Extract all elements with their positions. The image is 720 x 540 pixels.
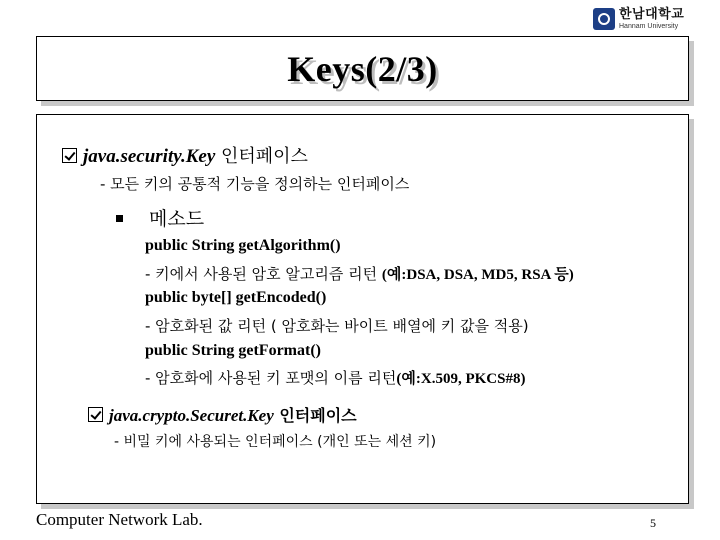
page-number: 5	[650, 516, 656, 530]
method-desc-examples: (예:X.509, PKCS#8)	[396, 371, 526, 387]
logo-korean: 한남대학교	[619, 7, 685, 22]
title-box	[36, 36, 689, 101]
bullet-java-crypto-key	[88, 403, 357, 426]
methods-heading-row	[116, 204, 204, 231]
checkbox-bullet-icon	[62, 148, 77, 163]
method-desc-korean: - 키에서 사용된 암호 알고리즘 리턴	[145, 265, 382, 283]
logo-text	[619, 8, 684, 30]
method-desc-examples: (예:DSA, DSA, MD5, RSA 등)	[381, 267, 574, 283]
method-signature: public String getAlgorithm()	[145, 237, 341, 254]
slide-title: Keys(2/3)	[287, 48, 438, 89]
bullet-suffix: 인터페이스	[215, 146, 308, 167]
method-desc-korean: - 암호화에 사용된 키 포맷의 이름 리턴	[145, 369, 397, 387]
method-signature: public String getFormat()	[145, 342, 321, 359]
method-signature: public byte[] getEncoded()	[145, 289, 327, 306]
emblem-icon	[593, 8, 615, 30]
method-description	[145, 367, 525, 388]
square-bullet-icon	[116, 215, 123, 222]
footer-lab: Computer Network Lab.	[36, 510, 203, 529]
bullet-sub-text: - 모든 키의 공통적 기능을 정의하는 인터페이스	[100, 175, 410, 193]
bullet-code: java.crypto.Securet.Key	[109, 406, 274, 425]
bullet-code: java.security.Key	[83, 146, 216, 167]
method-description	[145, 263, 574, 284]
bullet-sub-text: - 비밀 키에 사용되는 인터페이스 (개인 또는 세션 키)	[114, 434, 437, 450]
method-description: - 암호화된 값 리턴 ( 암호화는 바이트 배열에 키 값을 적용)	[145, 317, 529, 335]
checkbox-bullet-icon	[88, 407, 103, 422]
methods-heading: 메소드	[149, 208, 205, 230]
logo-english: Hannam University	[619, 23, 679, 30]
university-logo	[593, 5, 711, 33]
bullet-java-security-key	[62, 142, 308, 168]
bullet-suffix: 인터페이스	[273, 406, 357, 425]
